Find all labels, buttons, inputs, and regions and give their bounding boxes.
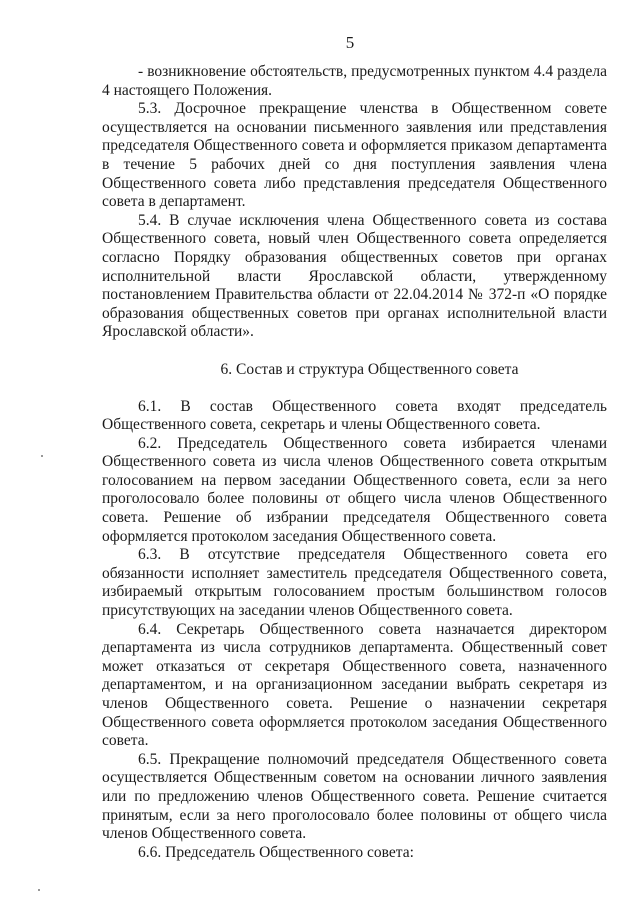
paragraph-5-3: 5.3. Досрочное прекращение членства в Общественном совете осуществляется на основании письменного заявления или представления председателя Общественного совета и оформляется приказом департамента в течение 5 рабочих дней со дня поступления заявления члена Общественного совета либо представления председателя Общественного совета в департамент. <box>102 100 607 211</box>
paragraph-6-1: 6.1. В состав Общественного совета входят председатель Общественного совета, секретарь и члены Общественного совета. <box>102 397 607 434</box>
scan-speck <box>38 889 40 891</box>
page-number: 5 <box>345 33 355 52</box>
paragraph-6-4: 6.4. Секретарь Общественного совета назначается директором департамента из числа сотрудников департамента. Общественный совет может отказаться от секретаря Общественного совета, назначенного департаментом, и на организационном заседании выбрать секретаря из членов Общественного совета. Решение о назначении секретаря Общественного совета оформляется протоколом заседания Общественного совета. <box>102 620 607 750</box>
paragraph-5-4: 5.4. В случае исключения члена Общественного совета из состава Общественного совета, новый член Общественного совета определяется согласно Порядку образования общественных советов при органах исполнительной власти Ярославской области, утвержденному постановлением Правительства области от 22.04.2014 № 372-п «О порядке образования общественных советов при органах исполнительной власти Ярославской области». <box>102 211 607 341</box>
paragraph-6-2: 6.2. Председатель Общественного совета избирается членами Общественного совета из числа членов Общественного совета открытым голосованием на первом заседании Общественного совета, если за него проголосовало более половины от общего числа членов Общественного совета. Решение об избрании председателя Общественного совета оформляется протоколом заседания Общественного совета. <box>102 434 607 545</box>
paragraph-circumstance-item: - возникновение обстоятельств, предусмотренных пунктом 4.4 раздела 4 настоящего Положения. <box>102 63 607 99</box>
scan-speck <box>41 455 43 457</box>
paragraph-6-6: 6.6. Председатель Общественного совета: <box>138 843 414 861</box>
paragraph-6-5: 6.5. Прекращение полномочий председателя Общественного совета осуществляется Общественным советом на основании личного заявления или по предложению членов Общественного совета. Решение считается принятым, если за него проголосовало более половины от общего числа членов Общественного совета. <box>102 750 607 843</box>
section-heading: 6. Состав и структура Общественного совета <box>220 360 519 378</box>
document-body <box>102 63 607 862</box>
paragraph-6-3: 6.3. В отсутствие председателя Общественного совета его обязанности исполняет заместитель председателя Общественного совета, избираемый открытым голосованием простым большинством голосов присутствующих на заседании членов Общественного совета. <box>102 546 607 620</box>
